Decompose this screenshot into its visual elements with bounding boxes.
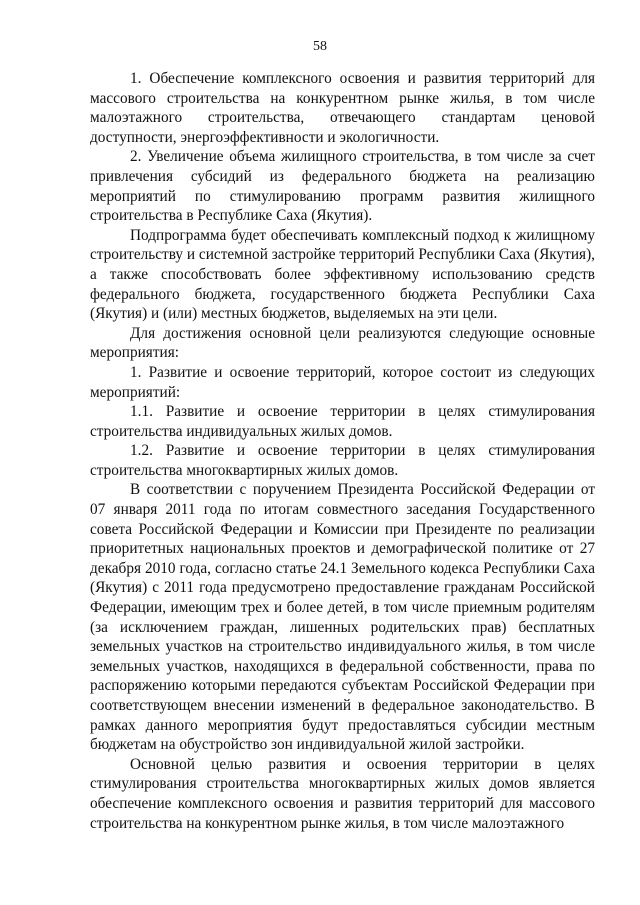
paragraph-measure-1-1: 1.1. Развитие и освоение территории в целях стимулирования строительства индивидуальных жилых домов. <box>90 403 595 440</box>
paragraph-presidential-order: В соответствии с поручением Президента Российской Федерации от 07 января 2011 года по итогам совместного заседания Государственного совета Российской Федерации и Комиссии при Президенте по реализации приоритетных национальных проектов и демографической политике от 27 декабря 2010 года, согласно статье 24.1 Земельного кодекса Республики Саха (Якутия) с 2011 года предусмотрено предоставление гражданам Российской Федерации, имеющим трех и более детей, в том числе приемным родителям (за исключением граждан, лишенных родительских прав) бесплатных земельных участков на строительство индивидуального жилья, в том числе земельных участков, находящихся в федеральной собственности, права по распоряжению которыми передаются субъектам Российской Федерации при соответствующем внесении изменений в федеральное законодательство. В рамках данного мероприятия будут предоставляться субсидии местным бюджетам на обустройство зон индивидуальной жилой застройки. <box>90 481 595 754</box>
page-number: 58 <box>313 39 327 54</box>
paragraph-goal-1: 1. Обеспечение комплексного освоения и развития территорий для массового строительства на конкурентном рынке жилья, в том числе малоэтажного строительства, отвечающего стандартам ценовой доступности, энергоэффективности и экологичности. <box>90 70 595 146</box>
paragraph-main-goal: Основной целью развития и освоения территории в целях стимулирования строительства многоквартирных жилых домов является обеспечение комплексного освоения и развития территорий для массового строительства на конкурентном рынке жилья, в том числе малоэтажного <box>90 755 595 832</box>
paragraph-measure-1: 1. Развитие и освоение территорий, которое состоит из следующих мероприятий: <box>90 363 595 401</box>
paragraph-measure-1-2: 1.2. Развитие и освоение территории в целях стимулирования строительства многоквартирных жилых домов. <box>90 442 595 479</box>
document-body <box>90 69 595 833</box>
paragraph-goal-2: 2. Увеличение объема жилищного строительства, в том числе за счет привлечения субсидий из федерального бюджета на реализацию мероприятий по стимулированию программ развития жилищного строительства в Республике Саха (Якутия). <box>90 148 595 225</box>
paragraph-measures-intro: Для достижения основной цели реализуются следующие основные мероприятия: <box>90 324 595 362</box>
paragraph-approach: Подпрограмма будет обеспечивать комплексный подход к жилищному строительству и системной застройке территорий Республики Саха (Якутия), а также способствовать более эффективному использованию средств федерального бюджета, государственного бюджета Республики Саха (Якутия) и (или) местных бюджетов, выделяемых на эти цели. <box>90 226 595 323</box>
